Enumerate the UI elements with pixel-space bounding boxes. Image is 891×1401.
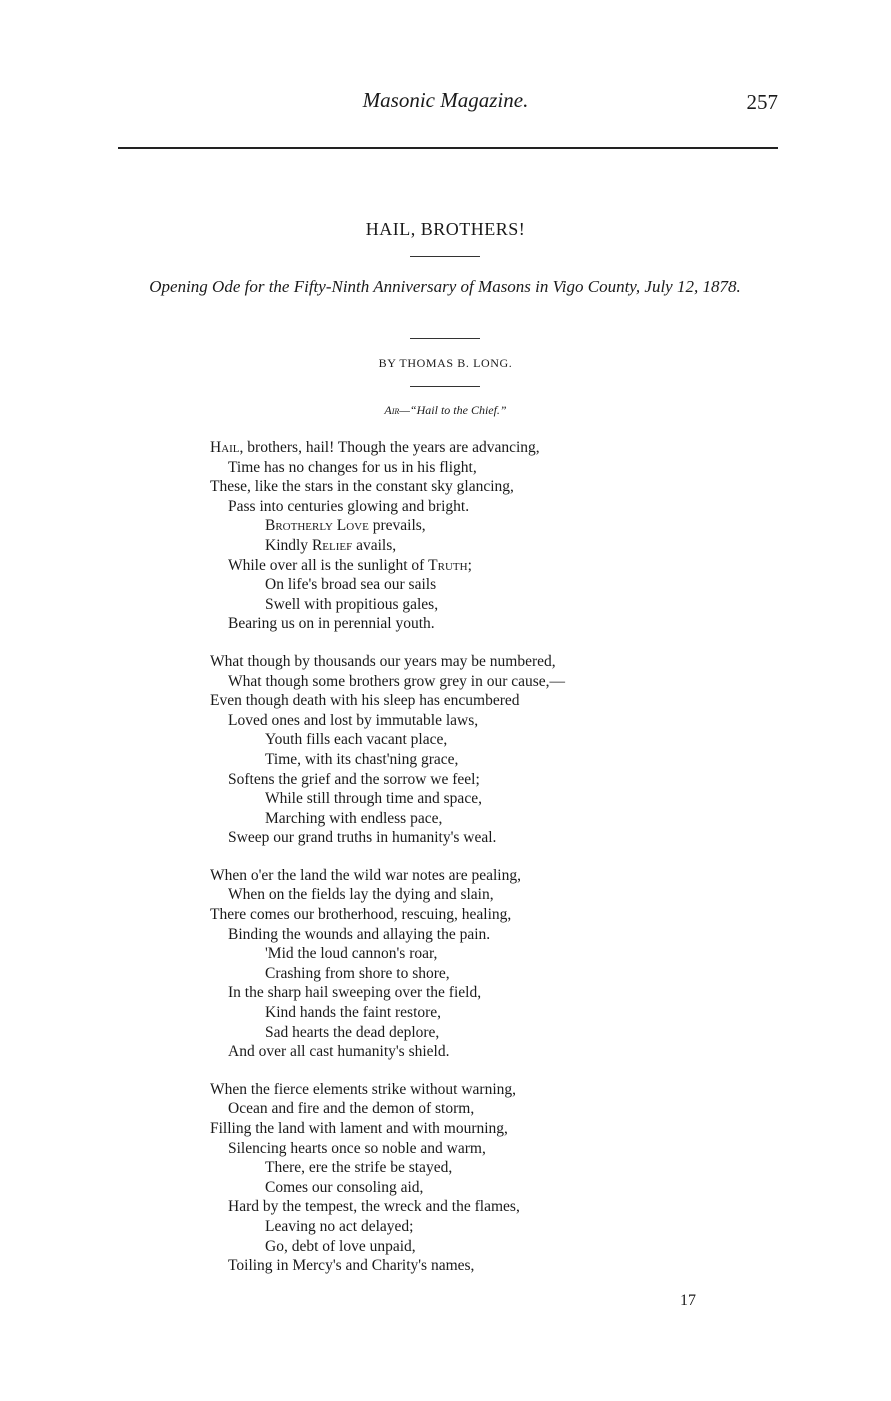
byline: BY THOMAS B. LONG. — [378, 356, 513, 370]
stanza-4 — [210, 1080, 770, 1276]
poem-line: While still through time and space, — [265, 790, 482, 808]
header-rule — [118, 147, 778, 149]
air-tune: —“Hail to the Chief.” — [399, 403, 507, 417]
page-number: 257 — [746, 90, 778, 114]
air-label: Air — [384, 403, 400, 417]
running-head — [0, 88, 891, 120]
poem-line: Sad hearts the dead deplore, — [265, 1023, 440, 1041]
poem-subtitle: Opening Ode for the Fifty-Ninth Anniversary of Masons in Vigo County, July 12, 1878. — [149, 277, 741, 296]
stanza-2 — [210, 652, 770, 848]
poem-line: What though some brothers grow grey in our cause,— — [228, 672, 566, 690]
poem-line: Swell with propitious gales, — [265, 595, 439, 613]
poem-line: Sweep our grand truths in humanity's weal. — [228, 829, 497, 847]
poem-line: Leaving no act delayed; — [265, 1217, 414, 1235]
poem-line: Time, with its chast'ning grace, — [265, 750, 459, 768]
poem-line: Brotherly Love prevails, — [265, 517, 426, 535]
poem-line: Softens the grief and the sorrow we feel; — [228, 770, 480, 788]
poem-title: HAIL, BROTHERS! — [365, 219, 526, 239]
poem-line: Go, debt of love unpaid, — [265, 1237, 416, 1255]
poem-line: On life's broad sea our sails — [265, 576, 437, 594]
poem-line: Kind hands the faint restore, — [265, 1004, 442, 1022]
poem-line: There comes our brotherhood, rescuing, healing, — [210, 906, 512, 924]
poem-line: And over all cast humanity's shield. — [228, 1043, 450, 1061]
running-title: Masonic Magazine. — [362, 88, 529, 112]
poem-line: Silencing hearts once so noble and warm, — [228, 1139, 486, 1157]
poem-line: When on the fields lay the dying and slain, — [228, 886, 494, 904]
poem-line: Marching with endless pace, — [265, 809, 443, 827]
stanza-3 — [210, 866, 770, 1062]
subtitle-divider — [410, 338, 480, 339]
title-divider — [410, 256, 480, 257]
poem-line: What though by thousands our years may be numbered, — [210, 652, 556, 670]
poem-line: Hail, brothers, hail! Though the years are advancing, — [210, 439, 540, 456]
poem-line: Toiling in Mercy's and Charity's names, — [228, 1257, 475, 1275]
poem-line: While over all is the sunlight of Truth; — [228, 556, 472, 574]
poem-line: Kindly Relief avails, — [265, 536, 397, 554]
poem-line: Youth fills each vacant place, — [265, 731, 448, 749]
poem-line: Time has no changes for us in his flight, — [228, 458, 477, 476]
poem-line: In the sharp hail sweeping over the field, — [228, 984, 482, 1002]
poem-line: Ocean and fire and the demon of storm, — [228, 1100, 475, 1118]
poem-line: 'Mid the loud cannon's roar, — [265, 945, 438, 963]
poem-line: Even though death with his sleep has encumbered — [210, 692, 520, 710]
poem-line: Pass into centuries glowing and bright. — [228, 497, 470, 515]
poem-line: Comes our consoling aid, — [265, 1178, 424, 1196]
poem-line: These, like the stars in the constant sky glancing, — [210, 478, 514, 496]
poem-line: Loved ones and lost by immutable laws, — [228, 711, 479, 729]
poem-line: Bearing us on in perennial youth. — [228, 615, 435, 633]
poem-line: Filling the land with lament and with mourning, — [210, 1120, 508, 1137]
poem-line: There, ere the strife be stayed, — [265, 1159, 453, 1177]
signature-mark: 17 — [680, 1292, 696, 1309]
poem-body — [210, 438, 770, 1294]
stanza-1 — [210, 438, 770, 634]
byline-divider — [410, 386, 480, 387]
poem-line: Hard by the tempest, the wreck and the flames, — [228, 1198, 520, 1216]
poem-line: Binding the wounds and allaying the pain. — [228, 925, 491, 943]
poem-line: When the fierce elements strike without warning, — [210, 1080, 517, 1098]
poem-line: Crashing from shore to shore, — [265, 964, 450, 982]
air-line — [0, 403, 891, 418]
poem-line: When o'er the land the wild war notes are pealing, — [210, 866, 521, 884]
